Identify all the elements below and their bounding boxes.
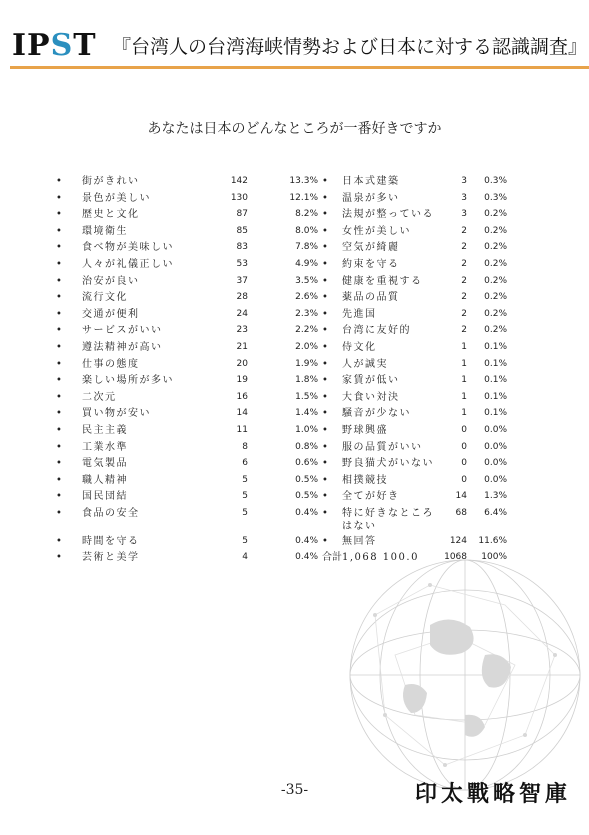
bullet-icon: • (56, 258, 62, 270)
logo-text-ip: IP (12, 28, 51, 63)
bullet-icon: • (322, 535, 328, 547)
item-percent: 0.5% (295, 474, 318, 485)
logo-text-t: T (73, 28, 97, 63)
item-percent: 6.4% (484, 507, 507, 518)
bullet-icon: • (56, 192, 62, 204)
item-label: 職人精神 (82, 474, 128, 486)
bullet-icon: • (56, 424, 62, 436)
bullet-icon: • (322, 408, 328, 420)
bullet-icon: • (56, 292, 62, 304)
item-count: 23 (236, 325, 248, 336)
item-count: 83 (236, 242, 248, 253)
item-label: 工業水準 (82, 441, 128, 453)
table-row (56, 341, 507, 358)
item-percent: 0.1% (484, 391, 507, 402)
item-label: 歴史と文化 (82, 209, 140, 221)
item-percent: 0.1% (484, 341, 507, 352)
item-percent: 0.4% (295, 552, 318, 563)
logo-text-s: S (50, 28, 74, 63)
table-row (56, 308, 507, 325)
item-count: 28 (236, 292, 248, 303)
item-label: 景色が美しい (82, 192, 151, 204)
item-percent: 0.3% (484, 176, 507, 186)
item-percent: 3.5% (295, 275, 318, 286)
item-count: 87 (236, 209, 248, 220)
item-percent: 0.2% (484, 325, 507, 336)
bullet-icon: • (322, 192, 328, 204)
bullet-icon: • (56, 491, 62, 503)
table-row (56, 324, 507, 341)
item-count: 19 (236, 375, 248, 386)
table-row (56, 374, 507, 391)
item-percent: 0.2% (484, 292, 507, 303)
item-label: 二次元 (82, 391, 117, 403)
item-label: 街がきれい (82, 176, 140, 187)
item-label: 侍文化 (342, 341, 377, 353)
bullet-icon: • (56, 209, 62, 221)
item-count: 3 (461, 209, 467, 220)
table-row (56, 507, 507, 535)
item-count: 85 (236, 225, 248, 236)
item-count: 3 (461, 176, 467, 186)
bullet-icon: • (322, 507, 328, 519)
item-label: 時間を守る (82, 535, 140, 547)
item-label: 空気が綺麗 (342, 242, 400, 254)
item-label: 電気製品 (82, 458, 128, 470)
bullet-icon: • (322, 458, 328, 470)
item-label: 温泉が多い (342, 192, 400, 204)
item-percent: 0.5% (295, 491, 318, 502)
bullet-icon: • (56, 441, 62, 453)
item-percent: 0.1% (484, 408, 507, 419)
table-row (56, 258, 507, 275)
table-row (56, 391, 507, 408)
item-count: 2 (461, 225, 467, 236)
item-label: 相撲競技 (342, 474, 388, 486)
item-percent: 11.6% (478, 535, 507, 546)
item-count: 1 (461, 391, 467, 402)
item-count: 0 (461, 474, 467, 485)
table-row (56, 291, 507, 308)
item-count: 5 (242, 507, 248, 518)
bullet-icon: • (322, 292, 328, 304)
bullet-icon: • (56, 474, 62, 486)
item-count: 0 (461, 424, 467, 435)
item-count: 0 (461, 458, 467, 469)
item-label: 人々が礼儀正しい (82, 258, 174, 270)
table-row (56, 490, 507, 507)
table-row (56, 275, 507, 292)
item-count: 21 (236, 341, 248, 352)
bullet-icon: • (56, 225, 62, 237)
item-percent: 0.4% (295, 507, 318, 518)
item-count: 2 (461, 258, 467, 269)
item-percent: 12.1% (289, 192, 318, 203)
item-percent: 0.1% (484, 375, 507, 386)
item-percent: 0.8% (295, 441, 318, 452)
item-count: 16 (236, 391, 248, 402)
item-label: 国民団結 (82, 491, 128, 503)
item-percent: 0.1% (484, 358, 507, 369)
item-label: 先進国 (342, 308, 377, 320)
item-label: 環境衛生 (82, 225, 128, 237)
item-label: 買い物が安い (82, 408, 151, 420)
item-count: 24 (236, 308, 248, 319)
item-count: 5 (242, 535, 248, 546)
item-label: 大食い対決 (342, 391, 400, 403)
table-row (56, 424, 507, 441)
bullet-icon: • (322, 275, 328, 287)
item-percent: 13.3% (289, 176, 318, 186)
item-count: 5 (242, 474, 248, 485)
bullet-icon: • (56, 308, 62, 320)
table-row (56, 241, 507, 258)
item-count: 2 (461, 242, 467, 253)
item-count: 3 (461, 192, 467, 203)
bullet-icon: • (56, 391, 62, 403)
bullet-icon: • (56, 535, 62, 547)
report-title: 『台湾人の台湾海峡情勢および日本に対する認識調査』 (112, 36, 588, 58)
total-values: 1,068 100.0 (342, 552, 419, 564)
item-count: 2 (461, 325, 467, 336)
item-count: 2 (461, 292, 467, 303)
item-label: 家賃が低い (342, 375, 400, 387)
item-label: 台湾に友好的 (342, 325, 411, 337)
item-count: 53 (236, 258, 248, 269)
bullet-icon: • (322, 242, 328, 254)
item-count: 37 (236, 275, 248, 286)
item-percent: 0.2% (484, 242, 507, 253)
bullet-icon: • (56, 242, 62, 254)
item-label: 服の品質がいい (342, 441, 423, 453)
item-count: 1 (461, 375, 467, 386)
item-label: 特に好きなところはない (342, 507, 434, 532)
item-percent: 4.9% (295, 258, 318, 269)
item-label: 無回答 (342, 535, 377, 547)
header-divider (10, 66, 589, 69)
item-count: 8 (242, 441, 248, 452)
item-label: 人が誠実 (342, 358, 388, 370)
item-label: 女性が美しい (342, 225, 411, 237)
bullet-icon: • (322, 176, 328, 187)
survey-question: あなたは日本のどんなところが一番好きですか (147, 121, 442, 137)
item-label: 野良猫犬がいない (342, 458, 434, 470)
page-number: -35- (280, 782, 309, 798)
item-percent: 0.0% (484, 441, 507, 452)
item-percent: 1.4% (295, 408, 318, 419)
item-count: 1 (461, 358, 467, 369)
item-percent: 1.3% (484, 491, 507, 502)
ipst-logo (12, 30, 97, 62)
table-row (56, 208, 507, 225)
item-percent: 7.8% (295, 242, 318, 253)
item-percent: 0.0% (484, 424, 507, 435)
bullet-icon: • (56, 341, 62, 353)
item-count: 11 (236, 424, 248, 435)
item-count: 5 (242, 491, 248, 502)
table-row (56, 441, 507, 458)
item-percent: 0.4% (295, 535, 318, 546)
item-percent: 0.0% (484, 458, 507, 469)
item-label: 流行文化 (82, 292, 128, 304)
table-row (56, 225, 507, 242)
total-percent: 100% (481, 552, 507, 563)
bullet-icon: • (322, 491, 328, 503)
item-percent: 1.8% (295, 375, 318, 386)
table-row (56, 407, 507, 424)
bullet-icon: • (56, 408, 62, 420)
item-label: 約束を守る (342, 258, 400, 270)
item-count: 2 (461, 308, 467, 319)
item-label: 健康を重視する (342, 275, 423, 287)
item-label: 騒音が少ない (342, 408, 411, 420)
bullet-icon: • (322, 325, 328, 337)
item-label: 楽しい場所が多い (82, 375, 174, 387)
item-count: 0 (461, 441, 467, 452)
item-label: 日本式建築 (342, 176, 400, 187)
item-percent: 0.6% (295, 458, 318, 469)
item-count: 130 (230, 192, 248, 203)
item-percent: 2.6% (295, 292, 318, 303)
bullet-icon: • (322, 375, 328, 387)
table-row (56, 474, 507, 491)
item-percent: 8.0% (295, 225, 318, 236)
bullet-icon: • (322, 308, 328, 320)
item-percent: 0.3% (484, 192, 507, 203)
item-count: 124 (449, 535, 467, 546)
page-header (0, 0, 589, 70)
item-percent: 2.3% (295, 308, 318, 319)
bullet-icon: • (322, 391, 328, 403)
bullet-icon: • (322, 258, 328, 270)
bullet-icon: • (56, 458, 62, 470)
bullet-icon: • (56, 275, 62, 287)
item-count: 4 (242, 552, 248, 563)
bullet-icon: • (56, 325, 62, 337)
item-label: 食品の安全 (82, 507, 140, 519)
bullet-icon: • (56, 176, 62, 187)
bullet-icon: • (322, 358, 328, 370)
item-count: 2 (461, 275, 467, 286)
item-percent: 0.2% (484, 225, 507, 236)
item-percent: 0.2% (484, 308, 507, 319)
item-percent: 8.2% (295, 209, 318, 220)
table-row (56, 175, 507, 192)
total-count: 1068 (444, 552, 467, 563)
globe-watermark-icon (335, 545, 589, 805)
bullet-icon: • (322, 441, 328, 453)
item-count: 14 (455, 491, 467, 502)
item-count: 20 (236, 358, 248, 369)
results-table (56, 175, 507, 568)
bullet-icon: • (322, 209, 328, 221)
bullet-icon: • (322, 424, 328, 436)
item-label: 仕事の態度 (82, 358, 140, 370)
bullet-icon: • (56, 507, 62, 519)
bullet-icon: • (56, 358, 62, 370)
bullet-icon: • (322, 225, 328, 237)
total-label: 合計 (322, 552, 342, 564)
item-count: 1 (461, 408, 467, 419)
item-percent: 1.5% (295, 391, 318, 402)
item-label: 薬品の品質 (342, 292, 400, 304)
bullet-icon: • (322, 474, 328, 486)
item-label: 芸術と美学 (82, 552, 140, 564)
item-percent: 0.2% (484, 209, 507, 220)
item-count: 68 (455, 507, 467, 518)
item-percent: 0.0% (484, 474, 507, 485)
bullet-icon: • (56, 552, 62, 564)
table-row (56, 192, 507, 209)
bullet-icon: • (322, 341, 328, 353)
item-percent: 0.2% (484, 275, 507, 286)
item-label: 遵法精神が高い (82, 341, 163, 353)
item-label: 民主主義 (82, 424, 128, 436)
item-count: 1 (461, 341, 467, 352)
bullet-icon: • (56, 375, 62, 387)
item-label: 食べ物が美味しい (82, 242, 174, 254)
item-count: 6 (242, 458, 248, 469)
item-percent: 2.0% (295, 341, 318, 352)
item-percent: 1.0% (295, 424, 318, 435)
item-label: 治安が良い (82, 275, 140, 287)
item-label: 全てが好き (342, 491, 400, 503)
item-label: 法規が整っている (342, 209, 434, 221)
item-percent: 1.9% (295, 358, 318, 369)
item-percent: 0.2% (484, 258, 507, 269)
item-label: 交通が便利 (82, 308, 140, 320)
table-row (56, 358, 507, 375)
item-percent: 2.2% (295, 325, 318, 336)
table-row (56, 457, 507, 474)
item-label: 野球興盛 (342, 424, 388, 436)
item-label: サービスがいい (82, 325, 163, 337)
results-table-body (56, 175, 507, 568)
item-count: 142 (230, 176, 248, 186)
brand-name: 印太戰略智庫 (414, 781, 571, 807)
item-count: 14 (236, 408, 248, 419)
